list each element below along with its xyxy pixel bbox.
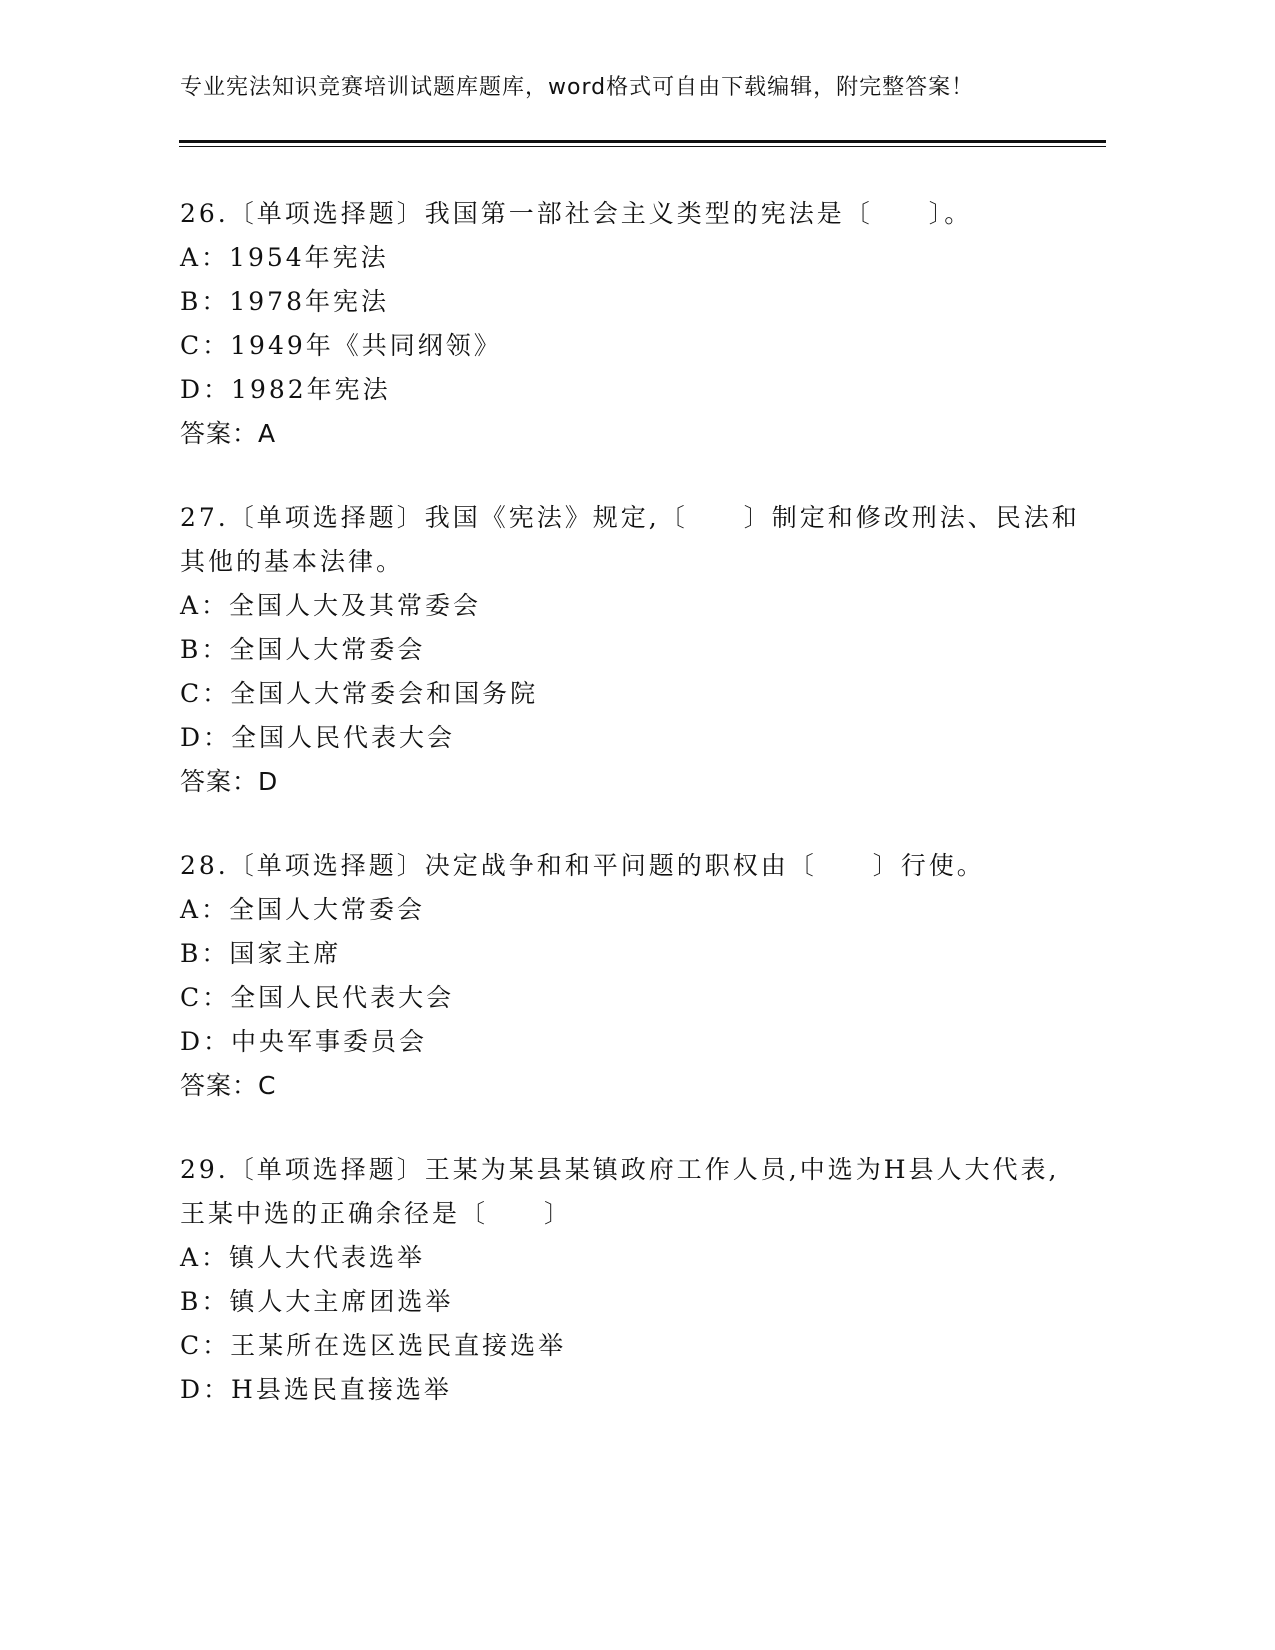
header-rule-thick bbox=[179, 140, 1106, 143]
question-26 bbox=[180, 192, 1080, 456]
answer-line: 答案：C bbox=[180, 1071, 277, 1100]
option-a: A：全国人大及其常委会 bbox=[180, 591, 482, 620]
option-a: A：1954年宪法 bbox=[180, 243, 389, 272]
question-stem: 28.〔单项选择题〕决定战争和和平问题的职权由〔 〕行使。 bbox=[180, 851, 985, 880]
question-28 bbox=[180, 844, 1080, 1108]
option-d: D：H县选民直接选举 bbox=[180, 1375, 452, 1404]
option-c: C：全国人大常委会和国务院 bbox=[180, 679, 539, 708]
answer-line: 答案：A bbox=[180, 419, 277, 448]
option-a: A：全国人大常委会 bbox=[180, 895, 426, 924]
question-27 bbox=[180, 496, 1080, 804]
question-stem: 29.〔单项选择题〕王某为某县某镇政府工作人员,中选为H县人大代表,王某中选的正确余径是〔 〕 bbox=[180, 1155, 1060, 1228]
question-29 bbox=[180, 1148, 1080, 1412]
option-c: C：1949年《共同纲领》 bbox=[180, 331, 502, 360]
option-c: C：全国人民代表大会 bbox=[180, 983, 455, 1012]
question-list bbox=[180, 192, 1080, 1452]
option-b: B：全国人大常委会 bbox=[180, 635, 426, 664]
option-c: C：王某所在选区选民直接选举 bbox=[180, 1331, 567, 1360]
option-d: D：1982年宪法 bbox=[180, 375, 391, 404]
option-b: B：镇人大主席团选举 bbox=[180, 1287, 454, 1316]
document-header: 专业宪法知识竞赛培训试题库题库，word格式可自由下载编辑，附完整答案！ bbox=[180, 75, 975, 100]
option-b: B：国家主席 bbox=[180, 939, 342, 968]
header-rule-thin bbox=[179, 146, 1106, 147]
answer-line: 答案：D bbox=[180, 767, 279, 796]
option-a: A：镇人大代表选举 bbox=[180, 1243, 426, 1272]
option-b: B：1978年宪法 bbox=[180, 287, 389, 316]
question-stem: 26.〔单项选择题〕我国第一部社会主义类型的宪法是〔 〕。 bbox=[180, 199, 973, 228]
question-stem: 27.〔单项选择题〕我国《宪法》规定,〔 〕制定和修改刑法、民法和其他的基本法律。 bbox=[180, 503, 1080, 576]
option-d: D：全国人民代表大会 bbox=[180, 723, 456, 752]
option-d: D：中央军事委员会 bbox=[180, 1027, 428, 1056]
